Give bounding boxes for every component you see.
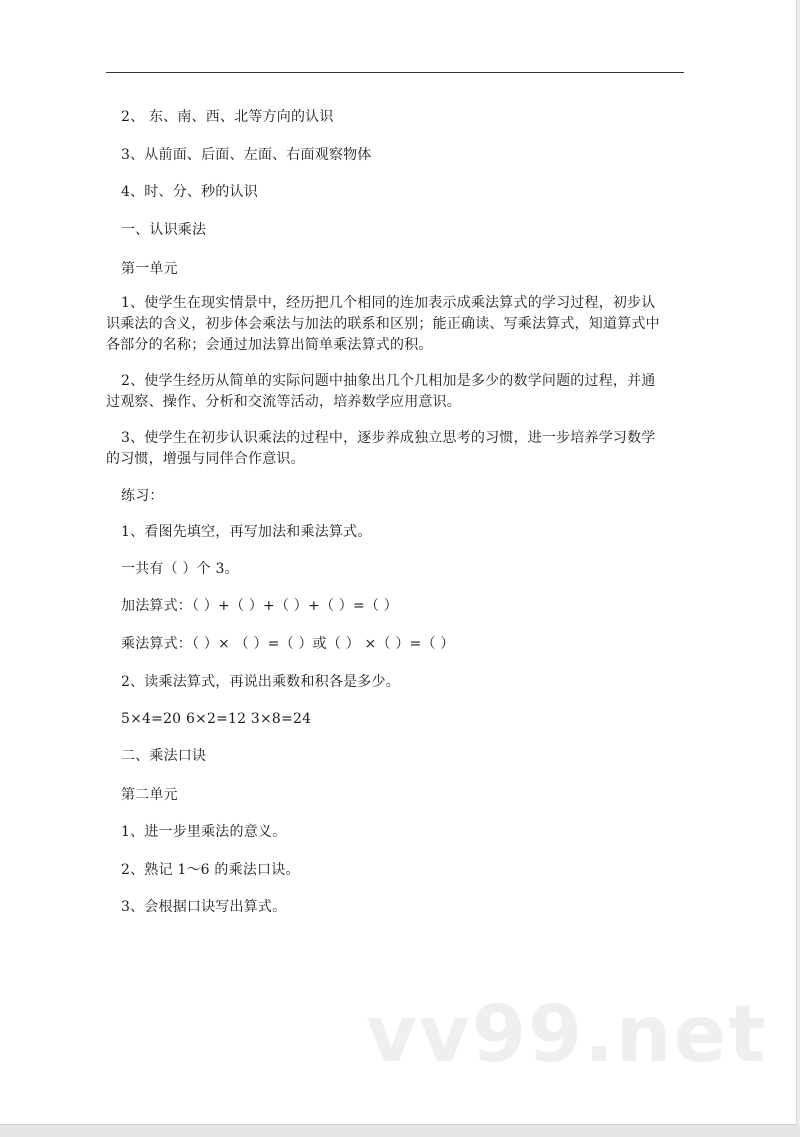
exercise-total-threes: 一共有（ ）个 3。: [121, 561, 239, 577]
paragraph-goal-1: [106, 293, 660, 356]
paragraph-goal-3-line-2: 的习惯，增强与同伴合作意识。: [106, 451, 305, 467]
paragraph-goal-1-line-1: 1、使学生在现实情景中，经历把几个相同的连加表示成乘法算式的学习过程，初步认: [121, 295, 656, 311]
unit-two-goal-2: 2、熟记 1～6 的乘法口诀。: [121, 862, 300, 878]
page-bottom-strip: [0, 1125, 800, 1137]
exercise-equations: 5×4=20 6×2=12 3×8=24: [121, 711, 312, 727]
paragraph-goal-1-line-3: 各部分的名称；会通过加法算出简单乘法算式的积。: [106, 337, 433, 353]
exercise-item-1: 1、看图先填空，再写加法和乘法算式。: [121, 524, 372, 540]
paragraph-goal-1-line-2: 识乘法的含义，初步体会乘法与加法的联系和区别；能正确读、写乘法算式，知道算式中: [106, 316, 660, 332]
unit-two-goal-1: 1、进一步里乘法的意义。: [121, 824, 287, 840]
unit-heading-two: 第二单元: [121, 787, 178, 803]
section-heading-times-table: 二、乘法口诀: [121, 748, 207, 764]
header-rule: [106, 72, 684, 73]
paragraph-goal-2: [106, 371, 656, 413]
section-heading-multiplication: 一、认识乘法: [121, 222, 207, 238]
text-line-observe: 3、从前面、后面、左面、右面观察物体: [121, 147, 372, 163]
text-line-directions: 2、 东、南、西、北等方向的认识: [121, 109, 334, 125]
exercise-addition-formula: 加法算式：（ ）+（ ）+（ ）+（ ）=（ ）: [121, 598, 398, 614]
paragraph-goal-3-line-1: 3、使学生在初步认识乘法的过程中，逐步养成独立思考的习惯，进一步培养学习数学: [121, 430, 656, 446]
text-line-time: 4、时、分、秒的认识: [121, 184, 258, 200]
unit-two-goal-3: 3、会根据口诀写出算式。: [121, 899, 287, 915]
paragraph-goal-3: [106, 428, 656, 470]
exercise-multiplication-formula: 乘法算式：（ ）× （ ）=（ ）或（ ） ×（ ）=（ ）: [121, 636, 455, 652]
exercise-item-2: 2、读乘法算式，再说出乘数和积各是多少。: [121, 674, 400, 690]
paragraph-goal-2-line-1: 2、使学生经历从简单的实际问题中抽象出几个几相加是多少的数学问题的过程，并通: [121, 373, 656, 389]
paragraph-goal-2-line-2: 过观察、操作、分析和交流等活动，培养数学应用意识。: [106, 394, 461, 410]
watermark: vv99.net: [366, 990, 768, 1080]
exercise-heading: 练习：: [121, 488, 164, 504]
unit-heading-one: 第一单元: [121, 261, 178, 277]
